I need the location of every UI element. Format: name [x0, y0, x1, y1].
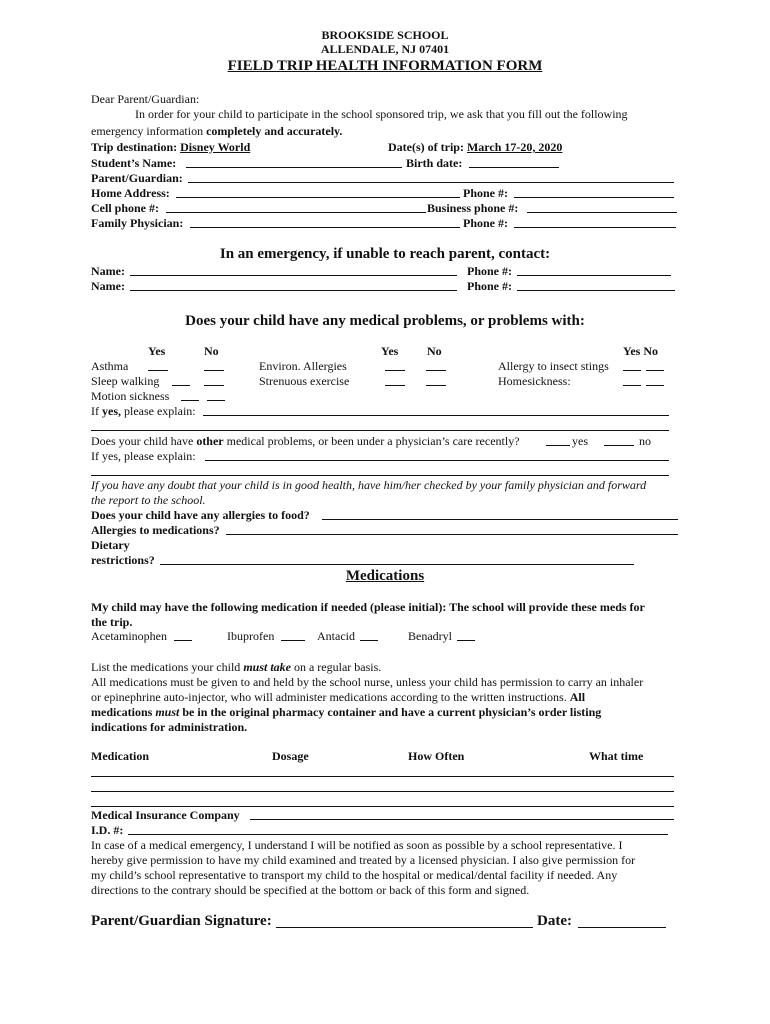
- trip-destination: Trip destination: Disney World: [91, 140, 251, 154]
- strenuous-exercise-label: Strenuous exercise: [259, 374, 350, 388]
- medication-permission-line-2: the trip.: [91, 615, 133, 629]
- ibuprofen-label: Ibuprofen: [227, 629, 275, 643]
- ibuprofen-initial-field[interactable]: [281, 629, 305, 641]
- medication-row-2[interactable]: [91, 780, 674, 792]
- nurse-line-2: or epinephrine auto-injector, who will administer medications according to the written instructions. All: [91, 690, 586, 704]
- home-phone-field[interactable]: [514, 186, 674, 198]
- environ-no-field[interactable]: [426, 359, 446, 371]
- col3-yes-no: Yes No: [623, 344, 658, 358]
- cell-phone-field[interactable]: [166, 201, 426, 213]
- insurance-company-label: Medical Insurance Company: [91, 808, 240, 822]
- consent-line-1: In case of a medical emergency, I understand I will be notified as soon as possible by a school representative. I: [91, 838, 623, 852]
- strenuous-yes-field[interactable]: [385, 374, 405, 386]
- food-allergies-label: Does your child have any allergies to food?: [91, 508, 310, 522]
- if-yes-explain-field[interactable]: [203, 404, 669, 416]
- insurance-company-field[interactable]: [250, 808, 674, 820]
- business-phone-field[interactable]: [527, 201, 677, 213]
- sleep-walking-label: Sleep walking: [91, 374, 160, 388]
- antacid-initial-field[interactable]: [360, 629, 378, 641]
- consent-line-4: directions to the contrary should be specified at the bottom or back of this form and signed.: [91, 883, 530, 897]
- food-allergies-field[interactable]: [322, 508, 678, 520]
- other-explain-label: If yes, please explain:: [91, 449, 196, 463]
- sleep-walking-yes-field[interactable]: [172, 374, 190, 386]
- signature-date-field[interactable]: [578, 913, 666, 928]
- emergency-heading: In an emergency, if unable to reach parent, contact:: [219, 246, 551, 262]
- other-no-label: no: [639, 434, 651, 448]
- asthma-no-field[interactable]: [204, 359, 224, 371]
- asthma-yes-field[interactable]: [148, 359, 168, 371]
- home-phone-label: Phone #:: [463, 186, 508, 200]
- emergency-name-field-2[interactable]: [130, 279, 457, 291]
- emergency-phone-field-1[interactable]: [517, 264, 671, 276]
- school-address: ALLENDALE, NJ 07401: [320, 42, 450, 56]
- emergency-name-label-1: Name:: [91, 264, 125, 278]
- signature-field[interactable]: [276, 913, 533, 928]
- business-phone-label: Business phone #:: [427, 201, 519, 215]
- emergency-phone-field-2[interactable]: [517, 279, 675, 291]
- family-physician-field[interactable]: [190, 216, 460, 228]
- sleep-walking-no-field[interactable]: [204, 374, 224, 386]
- consent-line-2: hereby give permission to have my child examined and treated by a licensed physician. I also give permission for: [91, 853, 636, 867]
- medication-row-3[interactable]: [91, 795, 674, 807]
- signature-date-label: Date:: [537, 913, 572, 929]
- trip-dates-value: March 17-20, 2020: [466, 140, 563, 154]
- home-address-label: Home Address:: [91, 186, 170, 200]
- student-name-label: Student’s Name:: [91, 156, 177, 170]
- emergency-name-field-1[interactable]: [130, 264, 457, 276]
- col-how-often-header: How Often: [408, 749, 465, 763]
- dietary-label: Dietary: [91, 538, 130, 552]
- motion-sickness-yes-field[interactable]: [181, 389, 199, 401]
- consent-line-3: my child’s school representative to transport my child to the hospital or medical/dental facility if needed. Any: [91, 868, 618, 882]
- parent-guardian-label: Parent/Guardian:: [91, 171, 183, 185]
- acetaminophen-label: Acetaminophen: [91, 629, 167, 643]
- asthma-label: Asthma: [91, 359, 129, 373]
- insect-allergy-label: Allergy to insect stings: [498, 359, 609, 373]
- doubt-note-line-2: the report to the school.: [91, 493, 206, 507]
- other-yes-field[interactable]: [546, 434, 570, 446]
- regular-meds-instruction: List the medications your child must take on a regular basis.: [91, 660, 382, 674]
- emergency-phone-label-1: Phone #:: [467, 264, 512, 278]
- physician-phone-field[interactable]: [514, 216, 676, 228]
- family-physician-label: Family Physician:: [91, 216, 184, 230]
- school-name: BROOKSIDE SCHOOL: [321, 28, 449, 42]
- col-medication-header: Medication: [91, 749, 149, 763]
- if-yes-explain-label: If yes, please explain:: [91, 404, 196, 418]
- col2-yes: Yes: [381, 344, 399, 358]
- medications-heading: Medications: [345, 568, 425, 584]
- col1-yes: Yes: [148, 344, 166, 358]
- birth-date-field[interactable]: [469, 156, 559, 168]
- benadryl-initial-field[interactable]: [457, 629, 475, 641]
- insect-no-field[interactable]: [646, 359, 664, 371]
- nurse-line-3: medications must be in the original pharmacy container and have a current physician’s order listing: [91, 705, 602, 719]
- insurance-id-field[interactable]: [128, 823, 668, 835]
- environ-yes-field[interactable]: [385, 359, 405, 371]
- environ-allergies-label: Environ. Allergies: [259, 359, 347, 373]
- medical-heading: Does your child have any medical problems, or problems with:: [185, 313, 585, 329]
- med-allergies-label: Allergies to medications?: [91, 523, 220, 537]
- col2-no: No: [427, 344, 442, 358]
- other-problems-question: Does your child have other medical problems, or been under a physician’s care recently?: [91, 434, 520, 448]
- intro-line-1: In order for your child to participate in the school sponsored trip, we ask that you fill out the following: [135, 107, 628, 121]
- other-no-field[interactable]: [604, 434, 634, 446]
- salutation: Dear Parent/Guardian:: [91, 92, 200, 106]
- strenuous-no-field[interactable]: [426, 374, 446, 386]
- parent-guardian-field[interactable]: [188, 171, 674, 183]
- homesickness-yes-field[interactable]: [623, 374, 641, 386]
- insect-yes-field[interactable]: [623, 359, 641, 371]
- col-what-time-header: What time: [589, 749, 644, 763]
- motion-sickness-label: Motion sickness: [91, 389, 170, 403]
- benadryl-label: Benadryl: [408, 629, 452, 643]
- nurse-line-4: indications for administration.: [91, 720, 248, 734]
- col-dosage-header: Dosage: [272, 749, 309, 763]
- medication-row-1[interactable]: [91, 765, 674, 777]
- other-explain-field-line-2[interactable]: [91, 464, 669, 476]
- insurance-id-label: I.D. #:: [91, 823, 124, 837]
- motion-sickness-no-field[interactable]: [207, 389, 225, 401]
- intro-line-2: emergency information completely and accurately.: [91, 124, 343, 138]
- home-address-field[interactable]: [176, 186, 460, 198]
- emergency-name-label-2: Name:: [91, 279, 125, 293]
- emergency-phone-label-2: Phone #:: [467, 279, 512, 293]
- student-name-field[interactable]: [186, 156, 402, 168]
- restrictions-label: restrictions?: [91, 553, 155, 567]
- homesickness-no-field[interactable]: [646, 374, 664, 386]
- other-yes-label: yes: [572, 434, 588, 448]
- col1-no: No: [204, 344, 219, 358]
- form-title: FIELD TRIP HEALTH INFORMATION FORM: [227, 58, 543, 74]
- med-allergies-field[interactable]: [226, 523, 678, 535]
- nurse-line-1: All medications must be given to and held by the school nurse, unless your child has permission to carry an inhaler: [91, 675, 644, 689]
- antacid-label: Antacid: [317, 629, 355, 643]
- other-explain-field[interactable]: [205, 449, 669, 461]
- doubt-note-line-1: If you have any doubt that your child is in good health, have him/her checked by your family physician and forward: [91, 478, 647, 492]
- cell-phone-label: Cell phone #:: [91, 201, 160, 215]
- dietary-restrictions-field[interactable]: [160, 553, 634, 565]
- birth-date-label: Birth date:: [406, 156, 463, 170]
- medication-permission-line-1: My child may have the following medication if needed (please initial): The school will provide these meds for: [91, 600, 645, 614]
- explain-field-line-2[interactable]: [91, 419, 669, 431]
- physician-phone-label: Phone #:: [463, 216, 508, 230]
- trip-dates: Date(s) of trip: March 17-20, 2020: [388, 140, 563, 154]
- trip-destination-value: Disney World: [180, 140, 251, 154]
- acetaminophen-initial-field[interactable]: [174, 629, 192, 641]
- homesickness-label: Homesickness:: [498, 374, 571, 388]
- signature-label: Parent/Guardian Signature:: [91, 913, 272, 929]
